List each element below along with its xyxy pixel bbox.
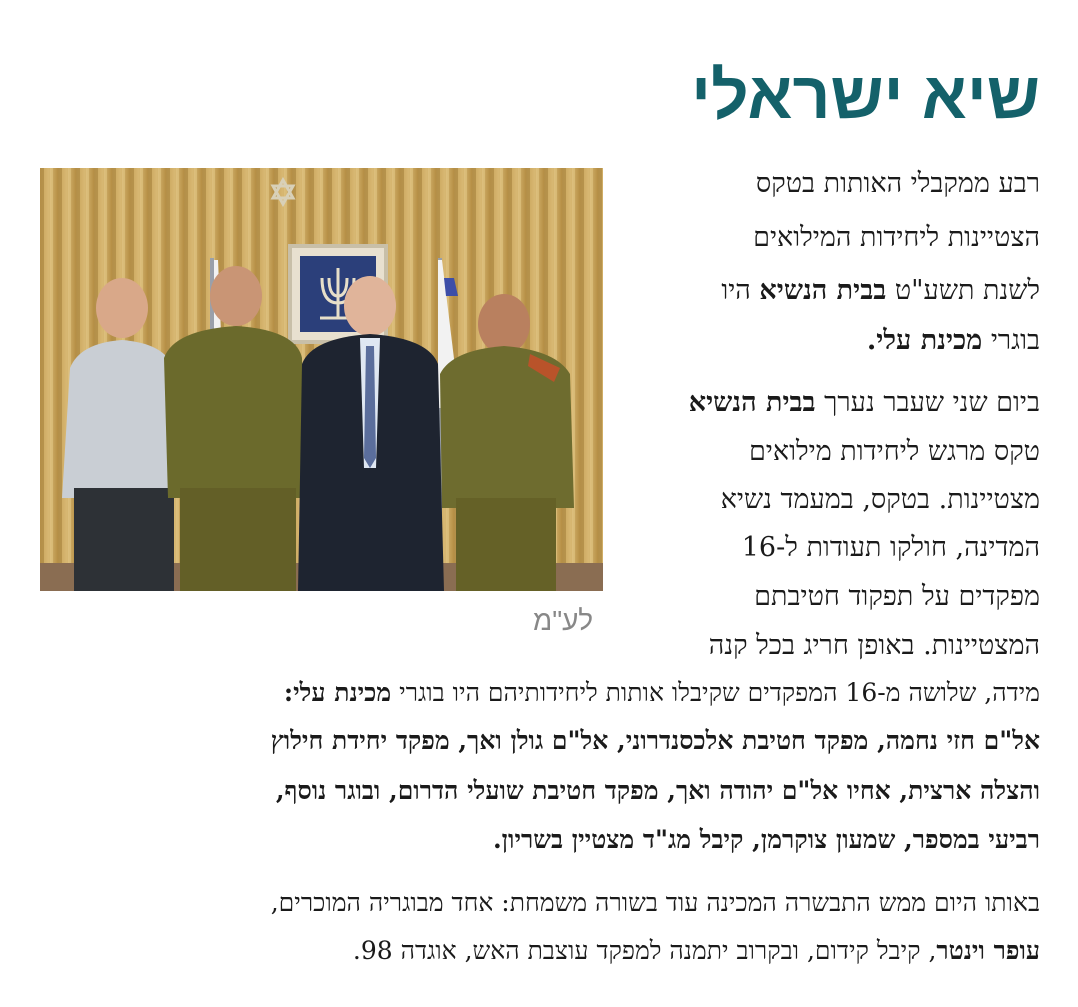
- final-line: באותו היום ממש התבשרה המכינה עוד בשורה משמחת: אחד מבוגריה המוכרים,: [270, 888, 1040, 917]
- column-line: רבע ממקבלי האותות בטקס: [755, 168, 1040, 199]
- column-line: מצטיינות. בטקס, במעמד נשיא: [720, 484, 1040, 515]
- column-line: טקס מרגש ליחידות מילואים: [748, 436, 1040, 467]
- ceremony-photo: [40, 168, 603, 591]
- article-title: שיא ישראלי: [691, 58, 1040, 132]
- wide-line: מידה, שלושה מ-16 המפקדים שקיבלו אותות ליחידותיהם היו בוגרי מכינת עלי:: [283, 678, 1040, 707]
- final-line: עופר וינטר, קיבל קידום, ובקרוב יתמנה למפקד עוצבת האש, אוגדה 98.: [352, 936, 1040, 965]
- column-line: הצטיינות ליחידות המילואים: [753, 222, 1040, 253]
- column-line: ביום שני שעבר נערך בבית הנשיא: [688, 387, 1040, 418]
- column-line: המדינה, חולקו תעודות ל-16: [741, 532, 1040, 563]
- column-line: המצטיינות. באופן חריג בכל קנה: [708, 630, 1040, 661]
- column-line: מפקדים על תפקוד חטיבתם: [754, 581, 1040, 612]
- wide-line: רביעי במספר, שמעון צוקרמן, קיבל מג"ד מצטיין בשריון.: [492, 825, 1040, 854]
- column-line: בוגרי מכינת עלי.: [866, 325, 1040, 356]
- wide-line: והצלה ארצית, אחיו אל"ם יהודה ואך, מפקד חטיבת שועלי הדרום, ובוגר נוסף,: [275, 776, 1040, 805]
- column-line: לשנת תשע"ט בבית הנשיא היו: [721, 275, 1040, 306]
- wide-line: אל"ם חזי נחמה, מפקד חטיבת אלכסנדרוני, אל"ם גולן ואך, מפקד יחידת חילוץ: [270, 726, 1040, 755]
- photo-credit: לע"מ: [533, 605, 594, 636]
- article-photo: [40, 168, 603, 591]
